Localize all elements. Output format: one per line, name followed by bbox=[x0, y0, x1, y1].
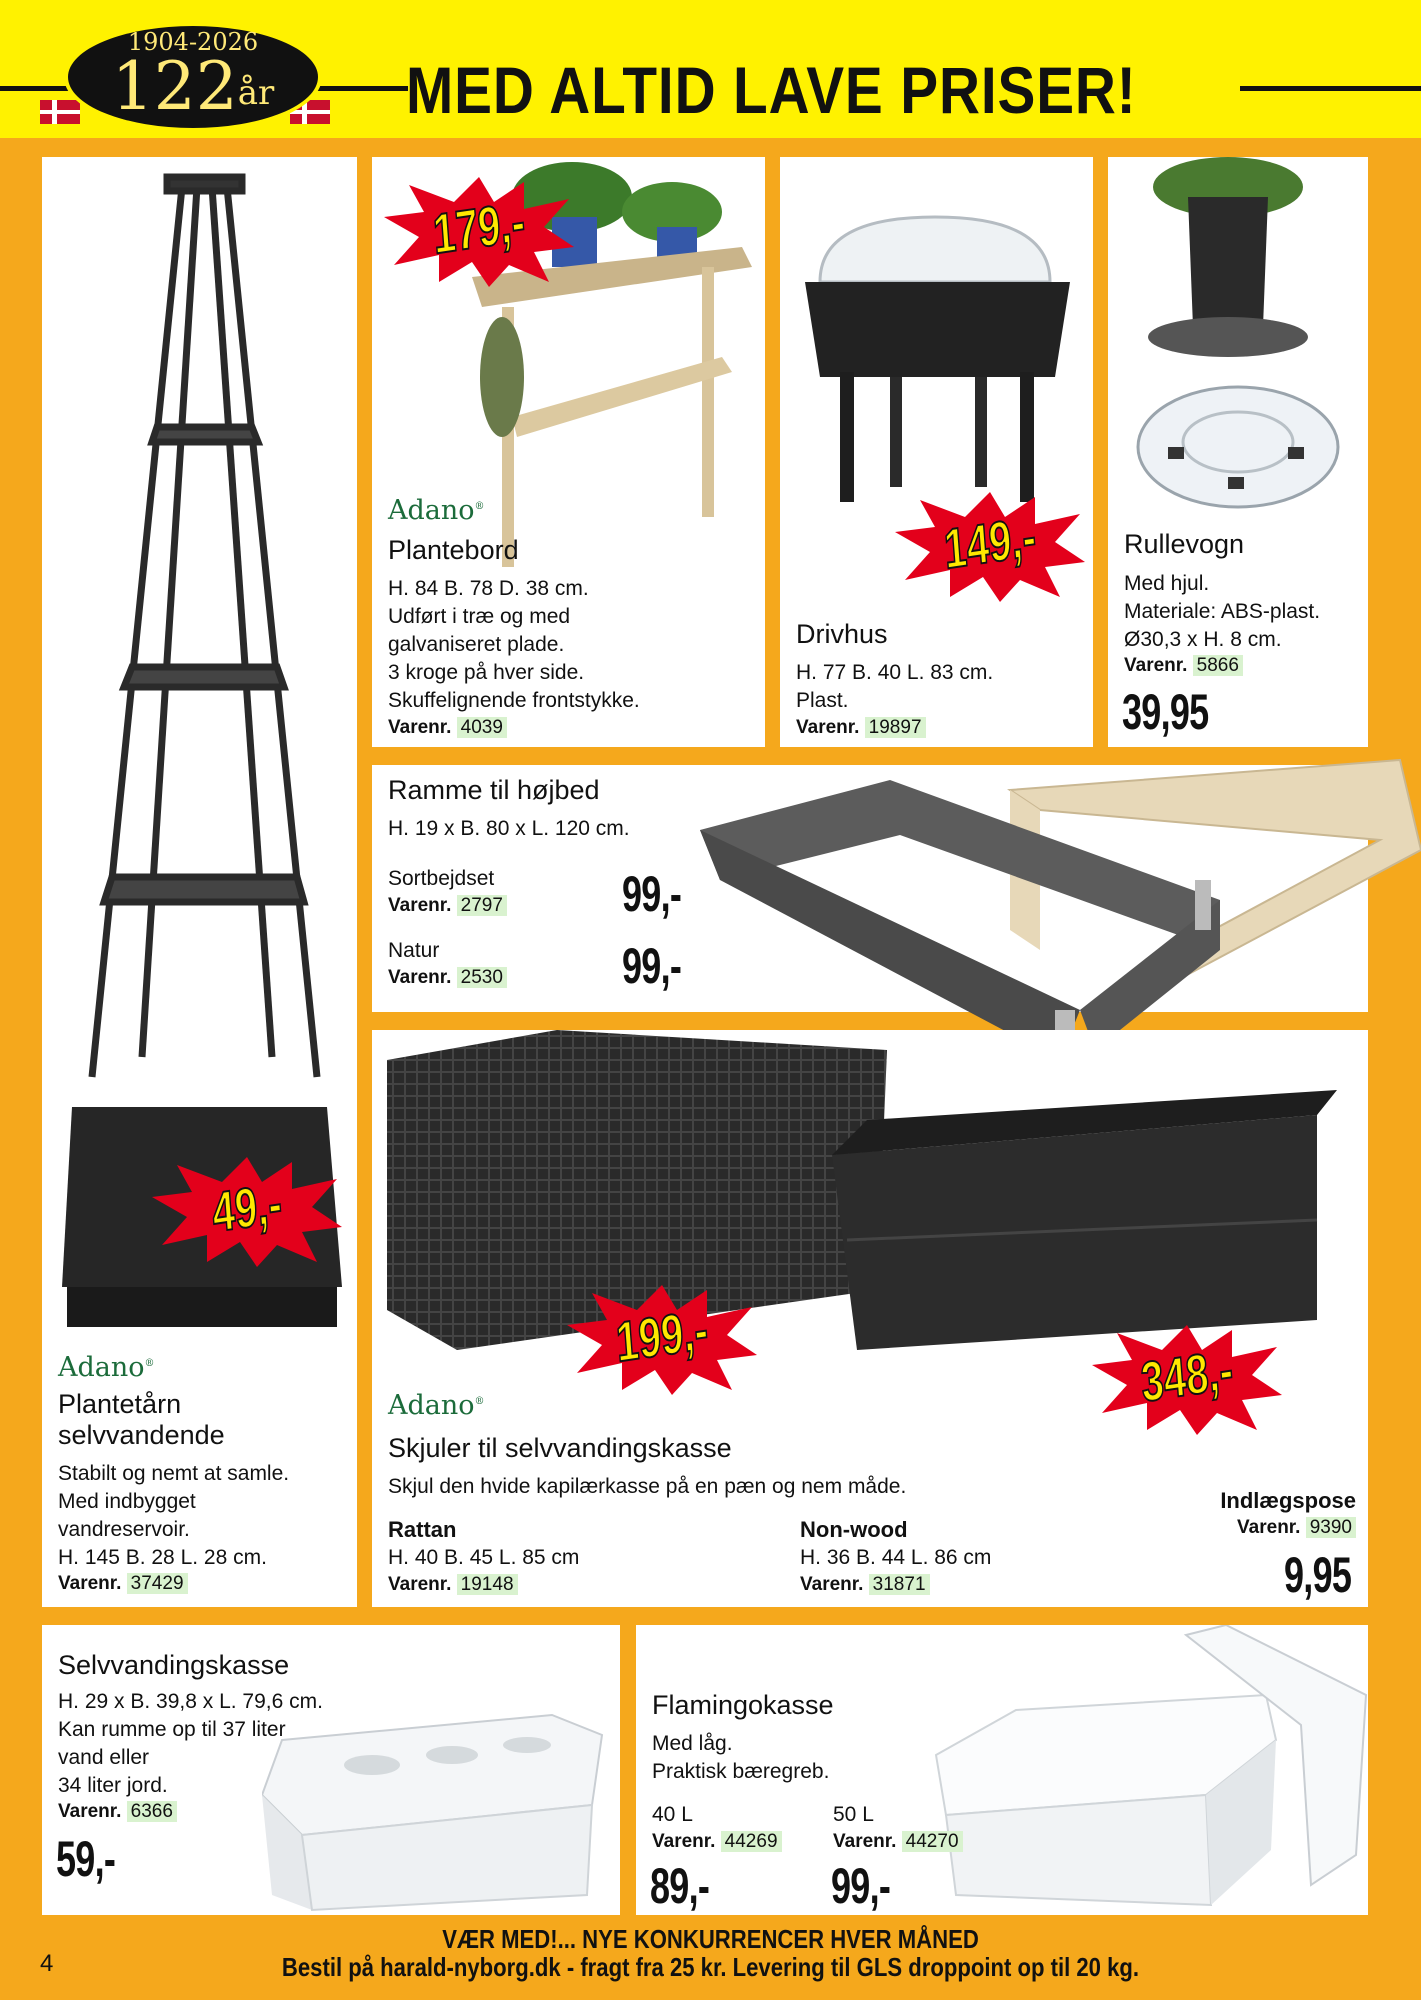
product-panel-selvvanding bbox=[42, 1625, 620, 1915]
product-spec: H. 145 B. 28 L. 28 cm. bbox=[58, 1546, 267, 1569]
product-spec: galvaniseret plade. bbox=[388, 633, 565, 656]
product-name: Plantetårn bbox=[58, 1389, 182, 1419]
product-spec: Med låg. bbox=[652, 1732, 733, 1755]
product-name: Ramme til højbed bbox=[388, 775, 600, 805]
product-name: Plantebord bbox=[388, 535, 519, 565]
product-panel-plantebord bbox=[372, 157, 765, 747]
product-spec: Udført i træ og med bbox=[388, 605, 571, 628]
variant-size: 40 L bbox=[652, 1803, 693, 1826]
product-spec: Med hjul. bbox=[1124, 572, 1210, 595]
product-name: Rullevogn bbox=[1124, 529, 1245, 559]
headline: MED ALTID LAVE PRISER! bbox=[406, 53, 1137, 127]
variant-name: Rattan bbox=[388, 1517, 457, 1542]
item-number: Varenr. 19897 bbox=[796, 717, 926, 739]
variant-name: Indlægspose bbox=[1220, 1488, 1356, 1513]
product-spec: H. 19 x B. 80 x L. 120 cm. bbox=[388, 817, 630, 840]
price-ramme-sortbejdset: 99,- bbox=[622, 866, 682, 922]
product-spec: 34 liter jord. bbox=[58, 1774, 168, 1797]
price-rattan: 199,- bbox=[613, 1297, 711, 1374]
footer-shipping: Bestil på harald-nyborg.dk - fragt fra 25 kr. Levering til GLS droppoint op til 20 kg. bbox=[281, 1952, 1140, 1982]
page-number: 4 bbox=[40, 1950, 54, 1977]
product-panel-flamingo bbox=[636, 1625, 1368, 1915]
self-watering-box-image bbox=[262, 1695, 612, 1915]
price-flamingo-50l: 99,- bbox=[831, 1858, 891, 1914]
price-burst bbox=[384, 177, 574, 287]
product-panel-drivhus bbox=[780, 157, 1093, 747]
item-number: Varenr. 2797 bbox=[388, 895, 507, 917]
product-panel-skjuler bbox=[372, 1030, 1368, 1607]
price-plantetaarn: 49,- bbox=[210, 1171, 284, 1244]
greenhouse-image bbox=[795, 212, 1085, 532]
header-rule-right bbox=[1240, 86, 1421, 91]
price-selvvanding: 59,- bbox=[56, 1831, 116, 1887]
item-number: Varenr. 19148 bbox=[388, 1574, 518, 1596]
badge-number: $122^{år}$ bbox=[111, 48, 275, 125]
planter-covers-image bbox=[387, 1030, 1367, 1350]
item-number: Varenr. 6366 bbox=[58, 1801, 177, 1823]
product-spec: H. 36 B. 44 L. 86 cm bbox=[800, 1546, 992, 1569]
product-spec: vandreservoir. bbox=[58, 1518, 190, 1541]
product-spec: Med indbygget bbox=[58, 1490, 196, 1513]
price-burst bbox=[895, 492, 1085, 602]
price-burst bbox=[567, 1285, 757, 1395]
product-spec: H. 29 x B. 39,8 x L. 79,6 cm. bbox=[58, 1690, 323, 1713]
anniversary-badge bbox=[64, 22, 322, 132]
price-drivhus: 149,- bbox=[941, 504, 1039, 581]
styrofoam-box-image bbox=[926, 1625, 1368, 1915]
product-spec: Plast. bbox=[796, 689, 849, 712]
product-name: Skjuler til selvvandingskasse bbox=[388, 1433, 732, 1463]
item-number: Varenr. 9390 bbox=[1237, 1517, 1356, 1539]
header-rule-mid bbox=[316, 86, 408, 91]
price-plantebord: 179,- bbox=[430, 189, 528, 266]
plant-roller-image bbox=[1118, 157, 1358, 527]
item-number: Varenr. 37429 bbox=[58, 1573, 188, 1595]
item-number: Varenr. 31871 bbox=[800, 1574, 930, 1596]
brand-logo: Adano® bbox=[388, 495, 485, 526]
product-spec: Praktisk bæregreb. bbox=[652, 1760, 830, 1783]
product-name: Selvvandingskasse bbox=[58, 1650, 290, 1680]
item-number: Varenr. 2530 bbox=[388, 967, 507, 989]
brand-logo: Adano® bbox=[58, 1352, 155, 1383]
item-number: Varenr. 5866 bbox=[1124, 655, 1243, 677]
product-spec: 3 kroge på hver side. bbox=[388, 661, 585, 684]
badge-years: 1904-2026 bbox=[127, 28, 259, 56]
product-desc: Skjul den hvide kapilærkasse på en pæn og nem måde. bbox=[388, 1475, 907, 1498]
item-number: Varenr. 4039 bbox=[388, 717, 507, 739]
footer-promo: VÆR MED!... NYE KONKURRENCER HVER MÅNED bbox=[442, 1924, 979, 1954]
price-nonwood: 348,- bbox=[1138, 1337, 1236, 1414]
price-burst bbox=[152, 1157, 342, 1267]
product-spec: Skuffelignende frontstykke. bbox=[388, 689, 640, 712]
product-spec: Materiale: ABS-plast. bbox=[1124, 600, 1321, 623]
product-spec: H. 77 B. 40 L. 83 cm. bbox=[796, 661, 994, 684]
product-spec: Kan rumme op til 37 liter bbox=[58, 1718, 286, 1741]
variant-name: Sortbejdset bbox=[388, 867, 495, 890]
product-spec: vand eller bbox=[58, 1746, 150, 1769]
product-spec: H. 40 B. 45 L. 85 cm bbox=[388, 1546, 580, 1569]
price-ramme-natur: 99,- bbox=[622, 938, 682, 994]
price-burst bbox=[1092, 1325, 1282, 1435]
price-rullevogn: 39,95 bbox=[1122, 684, 1209, 740]
product-panel-rullevogn bbox=[1108, 157, 1368, 747]
product-panel-plantetaarn bbox=[42, 157, 357, 1607]
product-name: Flamingokasse bbox=[652, 1690, 834, 1720]
price-indlaegspose: 9,95 bbox=[1284, 1547, 1352, 1603]
brand-logo: Adano® bbox=[388, 1390, 485, 1421]
variant-size: 50 L bbox=[833, 1803, 874, 1826]
variant-name: Natur bbox=[388, 939, 440, 962]
item-number: Varenr. 44270 bbox=[833, 1831, 963, 1853]
product-spec: Stabilt og nemt at samle. bbox=[58, 1462, 290, 1485]
variant-name: Non-wood bbox=[800, 1517, 908, 1542]
product-name: selvvandende bbox=[58, 1420, 225, 1450]
product-spec: Ø30,3 x H. 8 cm. bbox=[1124, 628, 1282, 651]
price-flamingo-40l: 89,- bbox=[650, 1858, 710, 1914]
item-number: Varenr. 44269 bbox=[652, 1831, 782, 1853]
product-name: Drivhus bbox=[796, 619, 888, 649]
product-spec: H. 84 B. 78 D. 38 cm. bbox=[388, 577, 589, 600]
